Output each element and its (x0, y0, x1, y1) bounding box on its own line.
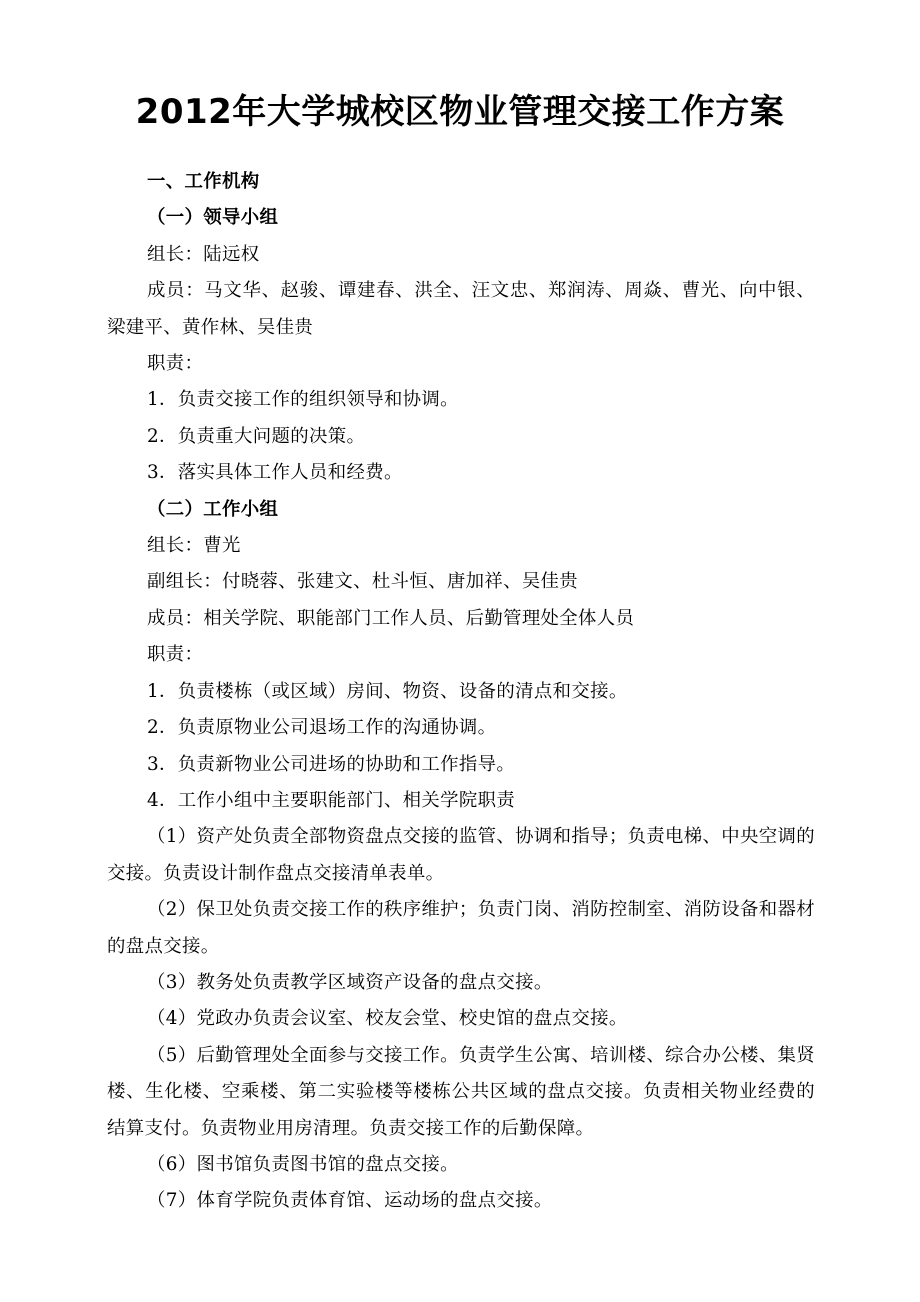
paragraph: 1．负责交接工作的组织领导和协调。 (147, 389, 459, 411)
paragraph: 2．负责原物业公司退场工作的沟通协调。 (147, 717, 497, 739)
paragraph: 成员：相关学院、职能部门工作人员、后勤管理处全体人员 (147, 607, 635, 629)
paragraph: 副组长：付晓蓉、张建文、杜斗恒、唐加祥、吴佳贵 (147, 571, 579, 593)
subsection-heading-working-group: （二）工作小组 (147, 498, 279, 520)
paragraph: 职责： (147, 353, 204, 375)
paragraph: 3．负责新物业公司进场的协助和工作指导。 (147, 753, 516, 775)
paragraph: 2．负责重大问题的决策。 (147, 425, 366, 447)
paragraph: 成员：马文华、赵骏、谭建春、洪全、汪文忠、郑润涛、周焱、曹光、向中银、梁建平、黄作林、吴佳贵 (107, 280, 815, 338)
paragraph: 3．落实具体工作人员和经费。 (147, 462, 403, 484)
paragraph: （3）教务处负责教学区域资产设备的盘点交接。 (147, 971, 553, 993)
paragraph: （1）资产处负责全部物资盘点交接的监管、协调和指导；负责电梯、中央空调的交接。负责设计制作盘点交接清单表单。 (107, 826, 815, 884)
paragraph: （2）保卫处负责交接工作的秩序维护；负责门岗、消防控制室、消防设备和器材的盘点交接。 (107, 899, 815, 957)
paragraph: （6）图书馆负责图书馆的盘点交接。 (147, 1153, 459, 1175)
paragraph: （4）党政办负责会议室、校友会堂、校史馆的盘点交接。 (147, 1008, 628, 1030)
paragraph: （7）体育学院负责体育馆、运动场的盘点交接。 (147, 1190, 553, 1212)
paragraph: 组长：陆远权 (147, 243, 260, 265)
document-title: 2012年大学城校区物业管理交接工作方案 (135, 92, 785, 132)
section-heading-work-organization: 一、工作机构 (147, 171, 260, 192)
paragraph: 1．负责楼栋（或区域）房间、物资、设备的清点和交接。 (147, 680, 628, 702)
document-body (107, 164, 815, 1220)
paragraph: （5）后勤管理处全面参与交接工作。负责学生公寓、培训楼、综合办公楼、集贤楼、生化楼、空乘楼、第二实验楼等楼栋公共区域的盘点交接。负责相关物业经费的结算支付。负责物业用房清理。负责交接工作的后勤保障。 (107, 1044, 815, 1139)
paragraph: 4．工作小组中主要职能部门、相关学院职责 (147, 789, 516, 811)
paragraph: 组长：曹光 (147, 535, 241, 557)
paragraph: 职责： (147, 644, 204, 666)
subsection-heading-leadership-group: （一）领导小组 (147, 207, 279, 229)
